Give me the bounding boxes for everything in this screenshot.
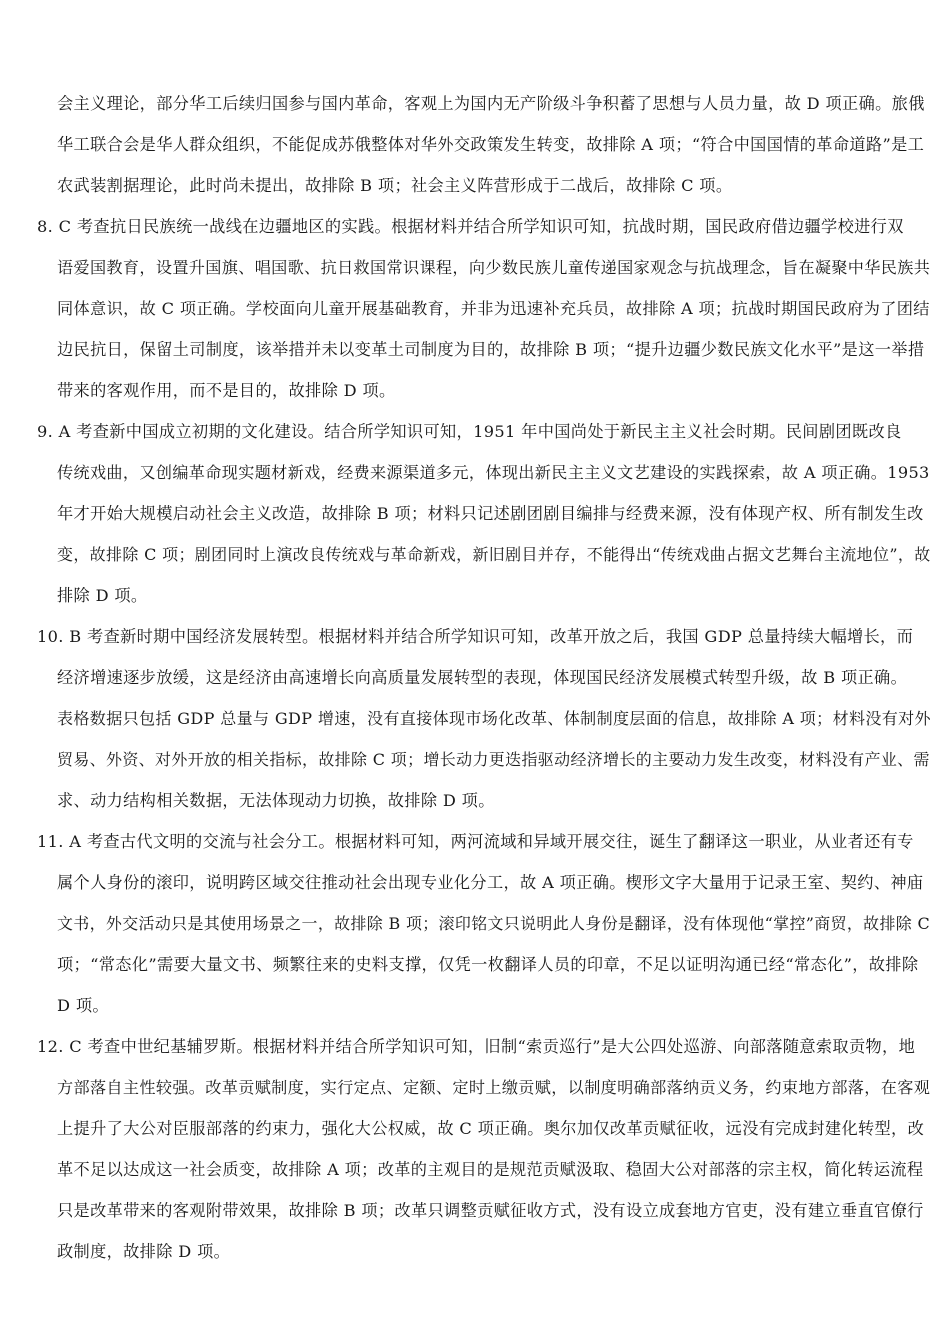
text-line: 经济增速逐步放缓，这是经济由高速增长向高质量发展转型的表现，体现国民经济发展模式转型升级，故 B 项正确。 — [57, 668, 908, 687]
text-line: D 项。 — [57, 996, 109, 1015]
text-line: 革不足以达成这一社会质变，故排除 A 项；改革的主观目的是规范贡赋汲取、稳固大公对部落的宗主权，简化转运流程 — [57, 1160, 924, 1179]
text-line: 边民抗日，保留土司制度，该举措并未以变革土司制度为目的，故排除 B 项；“提升边疆少数民族文化水平”是这一举措 — [57, 340, 925, 359]
question-12-line: 12. C 考查中世纪基辅罗斯。根据材料并结合所学知识可知，旧制“索贡巡行”是大公四处巡游、向部落随意索取贡物，地 — [37, 1037, 916, 1056]
text-line: 政制度，故排除 D 项。 — [57, 1242, 231, 1261]
text-line: 文书，外交活动只是其使用场景之一，故排除 B 项；滚印铭文只说明此人身份是翻译，没有体现他“掌控”商贸，故排除 C — [57, 914, 931, 933]
text-line: 贸易、外资、对外开放的相关指标，故排除 C 项；增长动力更迭指驱动经济增长的主要动力发生改变，材料没有产业、需 — [57, 750, 930, 769]
text-line: 表格数据只包括 GDP 总量与 GDP 增速，没有直接体现市场化改革、体制制度层面的信息，故排除 A 项；材料没有对外 — [57, 709, 931, 728]
text-line: 变，故排除 C 项；剧团同时上演改良传统戏与革命新戏，新旧剧目并存，不能得出“传统戏曲占据文艺舞台主流地位”，故 — [57, 545, 931, 564]
text-line: 方部落自主性较强。改革贡赋制度，实行定点、定额、定时上缴贡赋，以制度明确部落纳贡义务，约束地方部落，在客观 — [57, 1078, 931, 1097]
text-line: 排除 D 项。 — [57, 586, 148, 605]
question-11-line: 11. A 考查古代文明的交流与社会分工。根据材料可知，两河流域和异域开展交往，诞生了翻译这一职业，从业者还有专 — [37, 832, 914, 851]
text-line: 农武装割据理论，此时尚未提出，故排除 B 项；社会主义阵营形成于二战后，故排除 C 项。 — [57, 176, 733, 195]
question-9-line: 9. A 考查新中国成立初期的文化建设。结合所学知识可知，1951 年中国尚处于新民主主义社会时期。民间剧团既改良 — [37, 422, 902, 441]
question-8-line: 8. C 考查抗日民族统一战线在边疆地区的实践。根据材料并结合所学知识可知，抗战时期，国民政府借边疆学校进行双 — [37, 217, 904, 236]
text-line: 上提升了大公对臣服部落的约束力，强化大公权威，故 C 项正确。奥尔加仅改革贡赋征收，远没有完成封建化转型，改 — [57, 1119, 925, 1138]
question-10-line: 10. B 考查新时期中国经济发展转型。根据材料并结合所学知识可知，改革开放之后，我国 GDP 总量持续大幅增长，而 — [37, 627, 914, 646]
text-line: 项；“常态化”需要大量文书、频繁往来的史料支撑，仅凭一枚翻译人员的印章，不足以证明沟通已经“常态化”，故排除 — [57, 955, 919, 974]
text-line: 求、动力结构相关数据，无法体现动力切换，故排除 D 项。 — [57, 791, 495, 810]
text-line: 同体意识，故 C 项正确。学校面向儿童开展基础教育，并非为迅速补充兵员，故排除 A 项；抗战时期国民政府为了团结 — [57, 299, 930, 318]
text-line: 年才开始大规模启动社会主义改造，故排除 B 项；材料只记述剧团剧目编排与经费来源，没有体现产权、所有制发生改 — [57, 504, 924, 523]
text-line: 带来的客观作用，而不是目的，故排除 D 项。 — [57, 381, 396, 400]
text-line: 华工联合会是华人群众组织，不能促成苏俄整体对华外交政策发生转变，故排除 A 项；“符合中国国情的革命道路”是工 — [57, 135, 925, 154]
text-line: 只是改革带来的客观附带效果，故排除 B 项；改革只调整贡赋征收方式，没有设立成套地方官吏，没有建立垂直官僚行 — [57, 1201, 924, 1220]
text-line: 属个人身份的滚印，说明跨区域交往推动社会出现专业化分工，故 A 项正确。楔形文字大量用于记录王室、契约、神庙 — [57, 873, 924, 892]
text-line: 传统戏曲，又创编革命现实题材新戏，经费来源渠道多元，体现出新民主主义文艺建设的实践探索，故 A 项正确。1953 — [57, 463, 930, 482]
text-line: 语爱国教育，设置升国旗、唱国歌、抗日救国常识课程，向少数民族儿童传递国家观念与抗战理念，旨在凝聚中华民族共 — [57, 258, 931, 277]
text-line: 会主义理论，部分华工后续归国参与国内革命，客观上为国内无产阶级斗争积蓄了思想与人员力量，故 D 项正确。旅俄 — [57, 94, 925, 113]
